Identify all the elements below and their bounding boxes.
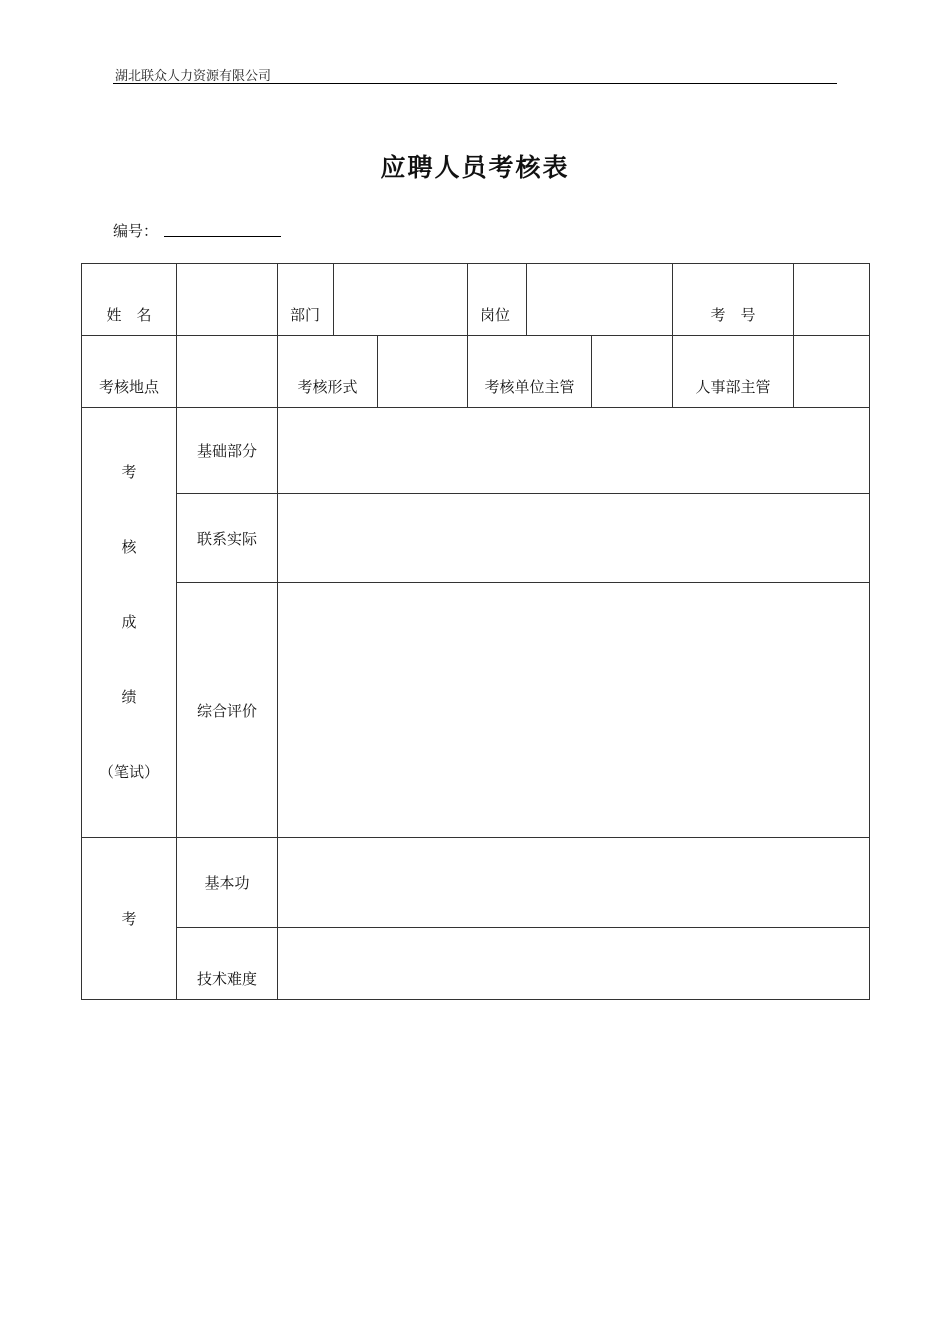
assessment-form-table [81,263,870,1000]
technical-difficulty-label: 技术难度 [177,928,278,1000]
group-char: 考 [121,463,137,481]
name-label: 姓 名 [82,264,177,336]
written-score-group-label [82,408,177,838]
group-char: 核 [121,538,137,556]
unit-supervisor-label: 考核单位主管 [468,336,592,408]
table-row [82,408,870,494]
table-row [82,583,870,838]
form-cell[interactable] [378,336,468,408]
serial-label: 编号： [113,222,159,240]
overall-evaluation-cell[interactable] [278,583,870,838]
position-label: 岗位 [468,264,527,336]
page-title: 应聘人员考核表 [380,153,570,182]
group-char: 成 [121,613,137,631]
practice-label: 联系实际 [177,494,278,583]
exam-number-label: 考 号 [673,264,794,336]
department-cell[interactable] [334,264,468,336]
location-label: 考核地点 [82,336,177,408]
group-note: （笔试） [98,763,159,781]
technical-difficulty-cell[interactable] [278,928,870,1000]
position-cell[interactable] [527,264,673,336]
basic-section-label: 基础部分 [177,408,278,494]
table-row [82,838,870,928]
location-cell[interactable] [177,336,278,408]
form-label: 考核形式 [278,336,378,408]
group-char: 绩 [121,688,137,706]
exam-number-cell[interactable] [794,264,870,336]
name-cell[interactable] [177,264,278,336]
overall-evaluation-label: 综合评价 [177,583,278,838]
hr-supervisor-label: 人事部主管 [673,336,794,408]
company-name: 湖北联众人力资源有限公司 [115,69,272,84]
table-row [82,264,870,336]
practical-group-label: 考 [82,838,177,1000]
table-row [82,494,870,583]
basic-skill-cell[interactable] [278,838,870,928]
serial-field[interactable] [164,236,281,237]
hr-supervisor-cell[interactable] [794,336,870,408]
header-divider [113,83,837,84]
table-row [82,928,870,1000]
table-row [82,336,870,408]
basic-skill-label: 基本功 [177,838,278,928]
basic-section-cell[interactable] [278,408,870,494]
practice-cell[interactable] [278,494,870,583]
department-label: 部门 [278,264,334,336]
unit-supervisor-cell[interactable] [592,336,673,408]
